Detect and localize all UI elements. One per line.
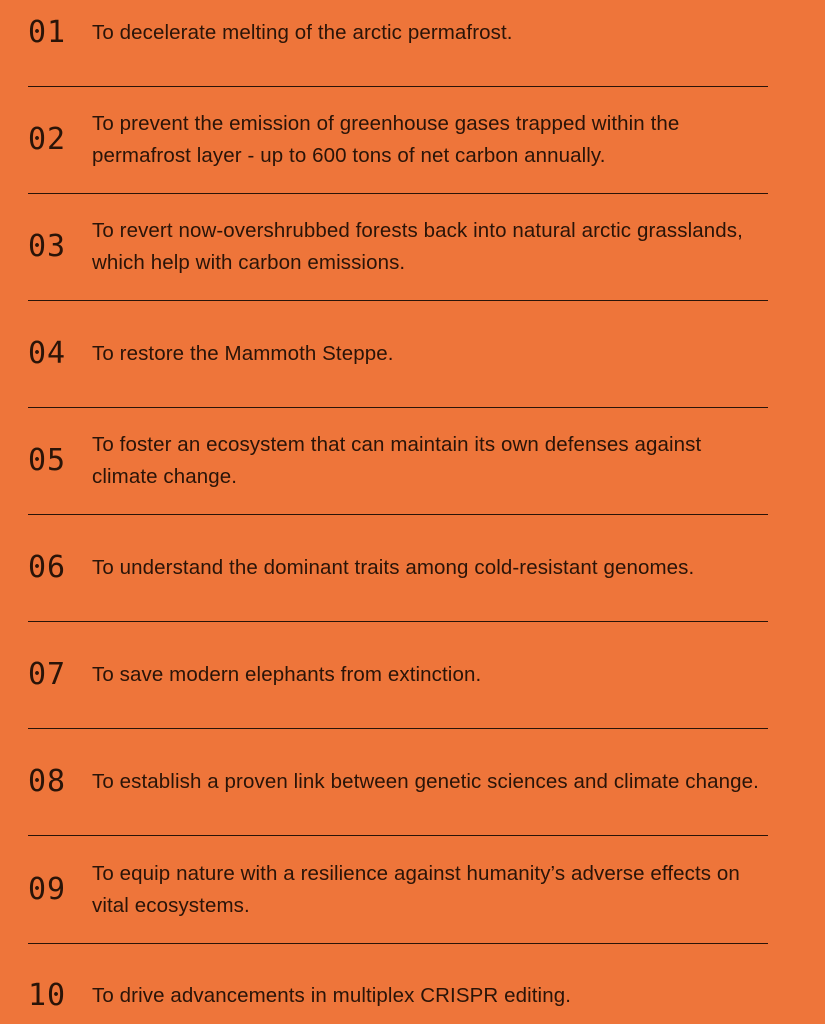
list-item xyxy=(28,107,768,173)
item-text: To restore the Mammoth Steppe. xyxy=(92,342,394,365)
list-item xyxy=(28,540,768,596)
item-text: To understand the dominant traits among cold-resistant genomes. xyxy=(92,556,695,579)
divider xyxy=(28,514,768,515)
list-item xyxy=(28,428,768,494)
item-number: 02 xyxy=(28,122,67,157)
item-number: 10 xyxy=(28,978,67,1013)
item-text: To save modern elephants from extinction. xyxy=(92,663,482,686)
item-number: 07 xyxy=(28,657,67,692)
divider xyxy=(28,407,768,408)
item-text: To prevent the emission of greenhouse gases trapped within the permafrost layer - up to 600 tons of net carbon annually. xyxy=(92,112,680,167)
list-item xyxy=(28,326,768,382)
item-number: 06 xyxy=(28,550,67,585)
list-item xyxy=(28,214,768,280)
item-number: 08 xyxy=(28,764,67,799)
divider xyxy=(28,621,768,622)
item-number: 04 xyxy=(28,336,67,371)
list-item xyxy=(28,5,768,61)
divider xyxy=(28,86,768,87)
list-item xyxy=(28,647,768,703)
item-text: To decelerate melting of the arctic permafrost. xyxy=(92,21,513,44)
item-number: 01 xyxy=(28,15,67,50)
divider xyxy=(28,835,768,836)
item-number: 09 xyxy=(28,872,67,907)
divider xyxy=(28,300,768,301)
divider xyxy=(28,943,768,944)
item-text: To establish a proven link between genetic sciences and climate change. xyxy=(92,770,759,793)
item-text: To revert now-overshrubbed forests back into natural arctic grasslands, which help with carbon emissions. xyxy=(92,219,743,274)
item-text: To equip nature with a resilience against humanity’s adverse effects on vital ecosystems. xyxy=(92,862,740,917)
list-item xyxy=(28,749,768,815)
list-item xyxy=(28,968,768,1024)
list-item xyxy=(28,857,768,923)
item-number: 03 xyxy=(28,229,67,264)
divider xyxy=(28,728,768,729)
item-text: To foster an ecosystem that can maintain its own defenses against climate change. xyxy=(92,433,702,488)
item-number: 05 xyxy=(28,443,67,478)
item-text: To drive advancements in multiplex CRISPR editing. xyxy=(92,984,571,1007)
divider xyxy=(28,193,768,194)
